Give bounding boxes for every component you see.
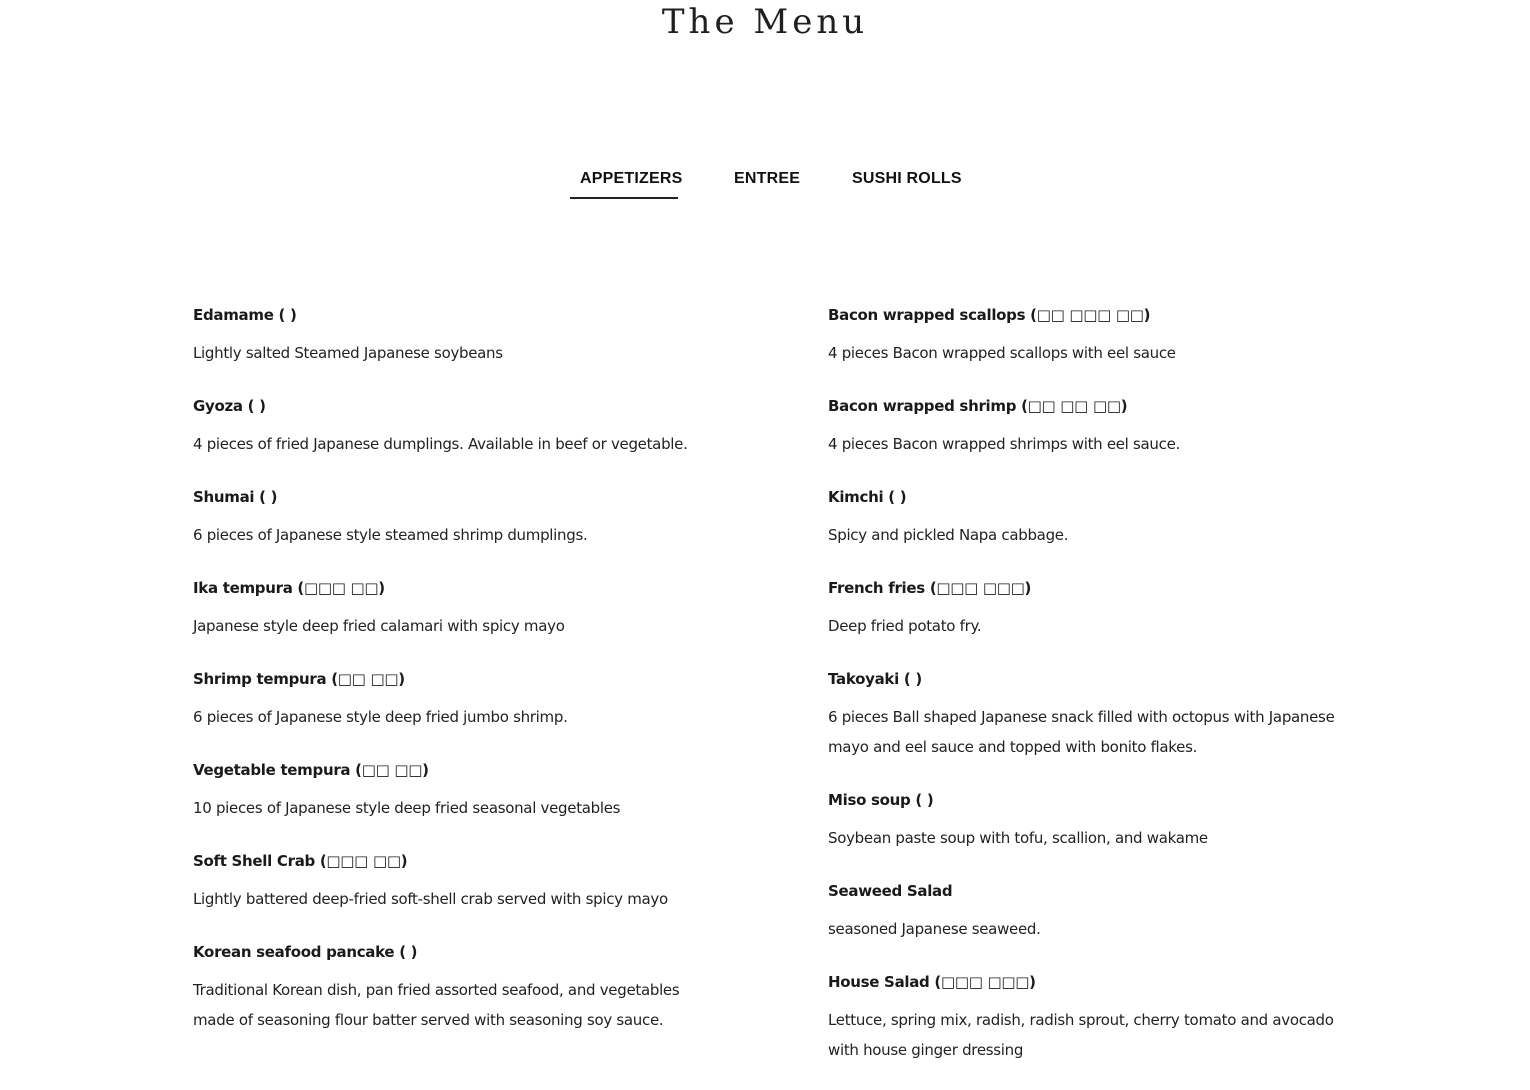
menu-item-name: Gyoza ( ) <box>193 397 266 415</box>
menu-item <box>193 302 713 368</box>
menu-item-description: Lightly salted Steamed Japanese soybeans <box>193 344 503 362</box>
menu-item <box>828 878 1348 944</box>
menu-item <box>193 666 713 732</box>
menu-item-description: 6 pieces of Japanese style deep fried jumbo shrimp. <box>193 708 568 726</box>
page-title: The Menu <box>661 2 869 42</box>
menu-item <box>193 393 713 459</box>
menu-item <box>193 575 713 641</box>
menu-item-name: Seaweed Salad <box>828 882 953 900</box>
menu-item-name: Soft Shell Crab (□□□ □□) <box>193 852 408 870</box>
menu-item-description: 4 pieces Bacon wrapped shrimps with eel sauce. <box>828 435 1180 453</box>
tab-entree[interactable]: ENTREE <box>734 170 801 187</box>
menu-item-name: Shrimp tempura (□□ □□) <box>193 670 405 688</box>
tab-sushi-rolls[interactable]: SUSHI ROLLS <box>852 170 962 187</box>
menu-item-description: 6 pieces Ball shaped Japanese snack filled with octopus with Japanese mayo and eel sauce and topped with bonito flakes. <box>828 708 1335 756</box>
menu-item <box>828 575 1348 641</box>
menu-item-name: House Salad (□□□ □□□) <box>828 973 1036 991</box>
menu-item-name: Takoyaki ( ) <box>828 670 922 688</box>
menu-item-description: seasoned Japanese seaweed. <box>828 920 1041 938</box>
menu-item <box>828 484 1348 550</box>
menu-item-description: Soybean paste soup with tofu, scallion, and wakame <box>828 829 1208 847</box>
menu-item-name: Edamame ( ) <box>193 306 297 324</box>
menu-item-description: Spicy and pickled Napa cabbage. <box>828 526 1069 544</box>
menu-item-description: 4 pieces Bacon wrapped scallops with eel sauce <box>828 344 1176 362</box>
menu-item-name: Bacon wrapped scallops (□□ □□□ □□) <box>828 306 1151 324</box>
menu-item-name: Bacon wrapped shrimp (□□ □□ □□) <box>828 397 1128 415</box>
menu-item-name: Shumai ( ) <box>193 488 278 506</box>
menu-item <box>828 666 1348 762</box>
menu-item-name: Korean seafood pancake ( ) <box>193 943 418 961</box>
menu-item-description: 10 pieces of Japanese style deep fried seasonal vegetables <box>193 799 621 817</box>
menu-item <box>193 939 713 1035</box>
menu-item-name: French fries (□□□ □□□) <box>828 579 1032 597</box>
menu-item-description: Japanese style deep fried calamari with spicy mayo <box>193 617 565 635</box>
menu-item-description: Lightly battered deep-fried soft-shell crab served with spicy mayo <box>193 890 668 908</box>
menu-column-right <box>828 302 1348 1090</box>
menu-item-description: 4 pieces of fried Japanese dumplings. Available in beef or vegetable. <box>193 435 688 453</box>
menu-item <box>193 848 713 914</box>
menu-item <box>828 302 1348 368</box>
menu-item-name: Miso soup ( ) <box>828 791 934 809</box>
menu-item <box>193 757 713 823</box>
menu-item <box>828 393 1348 459</box>
menu-item-name: Vegetable tempura (□□ □□) <box>193 761 429 779</box>
menu-item <box>828 969 1348 1065</box>
menu-item-description: Lettuce, spring mix, radish, radish sprout, cherry tomato and avocado with house ginger dressing <box>828 1011 1334 1059</box>
menu-item-description: Traditional Korean dish, pan fried assorted seafood, and vegetables made of seasoning flour batter served with seasoning soy sauce. <box>193 981 680 1029</box>
menu-tabs <box>0 170 1530 204</box>
tab-appetizers[interactable]: APPETIZERS <box>580 170 683 187</box>
menu-item-description: 6 pieces of Japanese style steamed shrimp dumplings. <box>193 526 588 544</box>
menu-item-description: Deep fried potato fry. <box>828 617 982 635</box>
menu-item-name: Ika tempura (□□□ □□) <box>193 579 385 597</box>
menu-column-left <box>193 302 713 1060</box>
menu-item-name: Kimchi ( ) <box>828 488 907 506</box>
menu-item <box>193 484 713 550</box>
menu-item <box>828 787 1348 853</box>
